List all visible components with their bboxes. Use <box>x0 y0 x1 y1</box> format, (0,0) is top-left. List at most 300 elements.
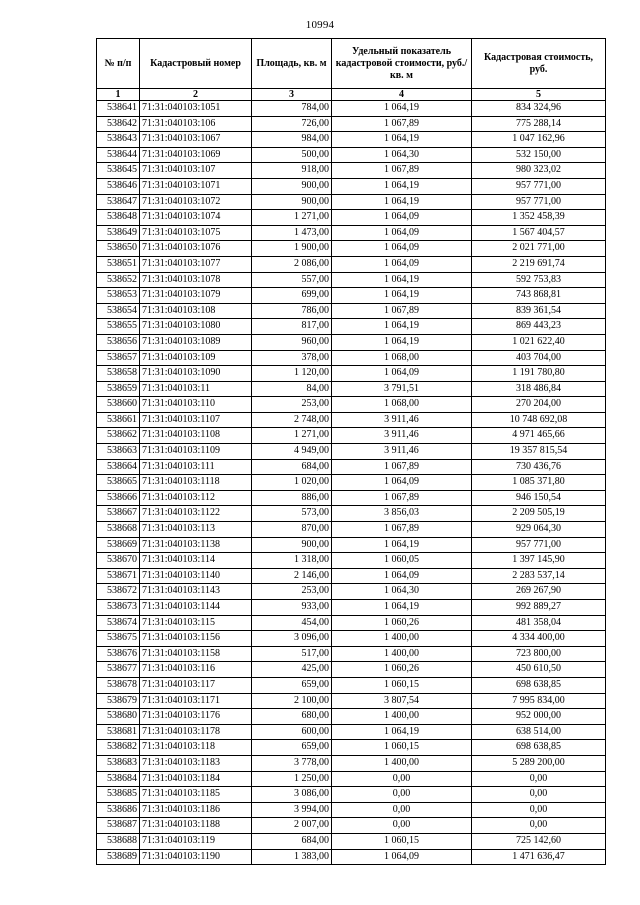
row-number: 538646 <box>97 178 140 194</box>
table-row <box>97 397 606 413</box>
unit-value: 1 067,89 <box>332 163 472 179</box>
unit-value: 1 067,89 <box>332 490 472 506</box>
table-row <box>97 787 606 803</box>
row-number: 538686 <box>97 802 140 818</box>
table-row <box>97 101 606 117</box>
table-row <box>97 381 606 397</box>
row-number: 538672 <box>97 584 140 600</box>
area: 699,00 <box>252 288 332 304</box>
row-number: 538681 <box>97 724 140 740</box>
cadastral-value: 2 219 691,74 <box>472 256 606 272</box>
row-number: 538666 <box>97 490 140 506</box>
area: 84,00 <box>252 381 332 397</box>
cadastral-value: 834 324,96 <box>472 101 606 117</box>
table-row <box>97 178 606 194</box>
table-row <box>97 475 606 491</box>
area: 2 007,00 <box>252 818 332 834</box>
area: 684,00 <box>252 833 332 849</box>
row-number: 538650 <box>97 241 140 257</box>
table-row <box>97 490 606 506</box>
column-number: 5 <box>472 89 606 101</box>
cadastral-value: 0,00 <box>472 802 606 818</box>
unit-value: 3 807,54 <box>332 693 472 709</box>
cadastral-value: 992 889,27 <box>472 600 606 616</box>
unit-value: 1 064,09 <box>332 366 472 382</box>
unit-value: 3 911,46 <box>332 428 472 444</box>
column-number: 3 <box>252 89 332 101</box>
row-number: 538663 <box>97 444 140 460</box>
row-number: 538647 <box>97 194 140 210</box>
cadastral-number: 71:31:040103:1122 <box>140 506 252 522</box>
unit-value: 1 064,19 <box>332 272 472 288</box>
unit-value: 1 060,15 <box>332 740 472 756</box>
table-row <box>97 802 606 818</box>
cadastral-value: 2 021 771,00 <box>472 241 606 257</box>
unit-value: 1 064,19 <box>332 194 472 210</box>
table-row <box>97 615 606 631</box>
area: 684,00 <box>252 459 332 475</box>
area: 3 086,00 <box>252 787 332 803</box>
cadastral-value: 869 443,23 <box>472 319 606 335</box>
unit-value: 0,00 <box>332 802 472 818</box>
cadastral-number: 71:31:040103:1186 <box>140 802 252 818</box>
unit-value: 3 911,46 <box>332 412 472 428</box>
header-number: № п/п <box>97 39 140 89</box>
area: 900,00 <box>252 194 332 210</box>
table-row <box>97 740 606 756</box>
cadastral-number: 71:31:040103:107 <box>140 163 252 179</box>
area: 1 900,00 <box>252 241 332 257</box>
table-row <box>97 444 606 460</box>
row-number: 538654 <box>97 303 140 319</box>
unit-value: 1 064,19 <box>332 178 472 194</box>
cadastral-number: 71:31:040103:106 <box>140 116 252 132</box>
unit-value: 1 067,89 <box>332 303 472 319</box>
table-row <box>97 272 606 288</box>
row-number: 538645 <box>97 163 140 179</box>
row-number: 538683 <box>97 755 140 771</box>
area: 1 271,00 <box>252 210 332 226</box>
row-number: 538655 <box>97 319 140 335</box>
area: 918,00 <box>252 163 332 179</box>
cadastral-number: 71:31:040103:1140 <box>140 568 252 584</box>
cadastral-number: 71:31:040103:1051 <box>140 101 252 117</box>
cadastral-number: 71:31:040103:1107 <box>140 412 252 428</box>
table-row <box>97 849 606 865</box>
cadastral-value: 0,00 <box>472 771 606 787</box>
table-row <box>97 568 606 584</box>
unit-value: 1 060,26 <box>332 662 472 678</box>
header-row <box>97 39 606 89</box>
area: 557,00 <box>252 272 332 288</box>
cadastral-value: 698 638,85 <box>472 677 606 693</box>
table-row <box>97 303 606 319</box>
table-row <box>97 241 606 257</box>
unit-value: 1 400,00 <box>332 709 472 725</box>
header-area: Площадь, кв. м <box>252 39 332 89</box>
unit-value: 1 064,19 <box>332 724 472 740</box>
cadastral-value: 1 397 145,90 <box>472 553 606 569</box>
cadastral-value: 1 191 780,80 <box>472 366 606 382</box>
unit-value: 1 064,09 <box>332 210 472 226</box>
table-row <box>97 584 606 600</box>
row-number: 538682 <box>97 740 140 756</box>
row-number: 538674 <box>97 615 140 631</box>
area: 984,00 <box>252 132 332 148</box>
row-number: 538688 <box>97 833 140 849</box>
row-number: 538671 <box>97 568 140 584</box>
cadastral-value: 2 209 505,19 <box>472 506 606 522</box>
cadastral-value: 723 800,00 <box>472 646 606 662</box>
cadastral-number: 71:31:040103:115 <box>140 615 252 631</box>
row-number: 538687 <box>97 818 140 834</box>
table-row <box>97 600 606 616</box>
unit-value: 1 067,89 <box>332 459 472 475</box>
table-body <box>97 101 606 865</box>
row-number: 538675 <box>97 631 140 647</box>
unit-value: 1 064,09 <box>332 568 472 584</box>
row-number: 538680 <box>97 709 140 725</box>
unit-value: 3 791,51 <box>332 381 472 397</box>
row-number: 538678 <box>97 677 140 693</box>
cadastral-number: 71:31:040103:119 <box>140 833 252 849</box>
cadastral-number: 71:31:040103:1184 <box>140 771 252 787</box>
cadastral-number: 71:31:040103:1089 <box>140 334 252 350</box>
cadastral-value: 5 289 200,00 <box>472 755 606 771</box>
area: 517,00 <box>252 646 332 662</box>
cadastral-number: 71:31:040103:1067 <box>140 132 252 148</box>
area: 1 271,00 <box>252 428 332 444</box>
unit-value: 1 400,00 <box>332 646 472 662</box>
unit-value: 0,00 <box>332 787 472 803</box>
row-number: 538661 <box>97 412 140 428</box>
cadastral-value: 403 704,00 <box>472 350 606 366</box>
cadastral-table <box>96 38 606 865</box>
area: 2 748,00 <box>252 412 332 428</box>
cadastral-number: 71:31:040103:1158 <box>140 646 252 662</box>
area: 2 146,00 <box>252 568 332 584</box>
row-number: 538641 <box>97 101 140 117</box>
unit-value: 1 064,19 <box>332 334 472 350</box>
unit-value: 1 068,00 <box>332 350 472 366</box>
cadastral-number: 71:31:040103:1109 <box>140 444 252 460</box>
cadastral-value: 592 753,83 <box>472 272 606 288</box>
table-row <box>97 147 606 163</box>
cadastral-value: 775 288,14 <box>472 116 606 132</box>
cadastral-number: 71:31:040103:1171 <box>140 693 252 709</box>
cadastral-value: 269 267,90 <box>472 584 606 600</box>
row-number: 538649 <box>97 225 140 241</box>
row-number: 538665 <box>97 475 140 491</box>
unit-value: 1 060,15 <box>332 833 472 849</box>
cadastral-number: 71:31:040103:1188 <box>140 818 252 834</box>
unit-value: 1 060,26 <box>332 615 472 631</box>
unit-value: 1 400,00 <box>332 755 472 771</box>
cadastral-value: 743 868,81 <box>472 288 606 304</box>
cadastral-number: 71:31:040103:113 <box>140 522 252 538</box>
unit-value: 1 060,15 <box>332 677 472 693</box>
cadastral-value: 929 064,30 <box>472 522 606 538</box>
cadastral-value: 318 486,84 <box>472 381 606 397</box>
cadastral-number: 71:31:040103:1090 <box>140 366 252 382</box>
cadastral-number: 71:31:040103:1118 <box>140 475 252 491</box>
unit-value: 1 067,89 <box>332 116 472 132</box>
table-row <box>97 210 606 226</box>
table-row <box>97 428 606 444</box>
cadastral-value: 698 638,85 <box>472 740 606 756</box>
table-row <box>97 677 606 693</box>
cadastral-number: 71:31:040103:1143 <box>140 584 252 600</box>
cadastral-number: 71:31:040103:114 <box>140 553 252 569</box>
table-row <box>97 771 606 787</box>
area: 960,00 <box>252 334 332 350</box>
cadastral-number: 71:31:040103:1156 <box>140 631 252 647</box>
cadastral-value: 1 047 162,96 <box>472 132 606 148</box>
area: 784,00 <box>252 101 332 117</box>
area: 1 383,00 <box>252 849 332 865</box>
cadastral-number: 71:31:040103:112 <box>140 490 252 506</box>
column-number: 4 <box>332 89 472 101</box>
cadastral-number: 71:31:040103:1178 <box>140 724 252 740</box>
cadastral-number: 71:31:040103:1108 <box>140 428 252 444</box>
row-number: 538664 <box>97 459 140 475</box>
area: 1 473,00 <box>252 225 332 241</box>
row-number: 538676 <box>97 646 140 662</box>
unit-value: 0,00 <box>332 771 472 787</box>
unit-value: 1 068,00 <box>332 397 472 413</box>
unit-value: 1 064,09 <box>332 225 472 241</box>
table-row <box>97 709 606 725</box>
area: 726,00 <box>252 116 332 132</box>
cadastral-number: 71:31:040103:1078 <box>140 272 252 288</box>
unit-value: 1 064,30 <box>332 147 472 163</box>
column-number: 1 <box>97 89 140 101</box>
row-number: 538685 <box>97 787 140 803</box>
cadastral-number: 71:31:040103:11 <box>140 381 252 397</box>
table-row <box>97 194 606 210</box>
row-number: 538673 <box>97 600 140 616</box>
row-number: 538660 <box>97 397 140 413</box>
row-number: 538651 <box>97 256 140 272</box>
cadastral-value: 4 334 400,00 <box>472 631 606 647</box>
cadastral-number: 71:31:040103:111 <box>140 459 252 475</box>
table-row <box>97 755 606 771</box>
table-row <box>97 459 606 475</box>
area: 659,00 <box>252 740 332 756</box>
page-number: 10994 <box>305 19 335 31</box>
area: 600,00 <box>252 724 332 740</box>
area: 886,00 <box>252 490 332 506</box>
cadastral-value: 4 971 465,66 <box>472 428 606 444</box>
table-row <box>97 288 606 304</box>
row-number: 538670 <box>97 553 140 569</box>
cadastral-value: 1 021 622,40 <box>472 334 606 350</box>
area: 933,00 <box>252 600 332 616</box>
cadastral-number: 71:31:040103:1071 <box>140 178 252 194</box>
area: 378,00 <box>252 350 332 366</box>
cadastral-number: 71:31:040103:1077 <box>140 256 252 272</box>
cadastral-number: 71:31:040103:1138 <box>140 537 252 553</box>
table-row <box>97 833 606 849</box>
row-number: 538642 <box>97 116 140 132</box>
area: 2 100,00 <box>252 693 332 709</box>
row-number: 538656 <box>97 334 140 350</box>
unit-value: 1 400,00 <box>332 631 472 647</box>
row-number: 538652 <box>97 272 140 288</box>
table-row <box>97 256 606 272</box>
cadastral-number: 71:31:040103:109 <box>140 350 252 366</box>
unit-value: 1 067,89 <box>332 522 472 538</box>
cadastral-value: 0,00 <box>472 787 606 803</box>
cadastral-value: 946 150,54 <box>472 490 606 506</box>
area: 3 994,00 <box>252 802 332 818</box>
area: 900,00 <box>252 537 332 553</box>
cadastral-value: 1 471 636,47 <box>472 849 606 865</box>
cadastral-value: 725 142,60 <box>472 833 606 849</box>
area: 500,00 <box>252 147 332 163</box>
table-row <box>97 818 606 834</box>
cadastral-value: 980 323,02 <box>472 163 606 179</box>
row-number: 538659 <box>97 381 140 397</box>
unit-value: 1 064,30 <box>332 584 472 600</box>
unit-value: 1 064,19 <box>332 288 472 304</box>
unit-value: 1 060,05 <box>332 553 472 569</box>
cadastral-value: 839 361,54 <box>472 303 606 319</box>
area: 4 949,00 <box>252 444 332 460</box>
unit-value: 1 064,09 <box>332 241 472 257</box>
area: 870,00 <box>252 522 332 538</box>
table-row <box>97 163 606 179</box>
cadastral-value: 0,00 <box>472 818 606 834</box>
unit-value: 3 856,03 <box>332 506 472 522</box>
area: 253,00 <box>252 397 332 413</box>
cadastral-number: 71:31:040103:1075 <box>140 225 252 241</box>
unit-value: 1 064,09 <box>332 475 472 491</box>
area: 3 778,00 <box>252 755 332 771</box>
cadastral-number: 71:31:040103:108 <box>140 303 252 319</box>
column-number: 2 <box>140 89 252 101</box>
table-row <box>97 319 606 335</box>
area: 573,00 <box>252 506 332 522</box>
cadastral-number: 71:31:040103:116 <box>140 662 252 678</box>
cadastral-number: 71:31:040103:118 <box>140 740 252 756</box>
cadastral-value: 730 436,76 <box>472 459 606 475</box>
table-row <box>97 522 606 538</box>
unit-value: 1 064,09 <box>332 256 472 272</box>
unit-value: 1 064,19 <box>332 600 472 616</box>
cadastral-number: 71:31:040103:1144 <box>140 600 252 616</box>
row-number: 538644 <box>97 147 140 163</box>
cadastral-number: 71:31:040103:1183 <box>140 755 252 771</box>
table-row <box>97 662 606 678</box>
area: 1 020,00 <box>252 475 332 491</box>
cadastral-number: 71:31:040103:1076 <box>140 241 252 257</box>
row-number: 538668 <box>97 522 140 538</box>
table-row <box>97 724 606 740</box>
row-number: 538658 <box>97 366 140 382</box>
cadastral-value: 957 771,00 <box>472 537 606 553</box>
area: 680,00 <box>252 709 332 725</box>
unit-value: 0,00 <box>332 818 472 834</box>
unit-value: 1 064,19 <box>332 132 472 148</box>
area: 3 096,00 <box>252 631 332 647</box>
row-number: 538648 <box>97 210 140 226</box>
cadastral-number: 71:31:040103:1190 <box>140 849 252 865</box>
cadastral-value: 957 771,00 <box>472 194 606 210</box>
table-row <box>97 132 606 148</box>
header-cadastral-value: Кадастровая стоимость, руб. <box>472 39 606 89</box>
cadastral-number: 71:31:040103:1069 <box>140 147 252 163</box>
area: 454,00 <box>252 615 332 631</box>
area: 1 120,00 <box>252 366 332 382</box>
row-number: 538653 <box>97 288 140 304</box>
cadastral-value: 481 358,04 <box>472 615 606 631</box>
row-number: 538684 <box>97 771 140 787</box>
cadastral-number: 71:31:040103:1079 <box>140 288 252 304</box>
cadastral-number: 71:31:040103:1072 <box>140 194 252 210</box>
cadastral-value: 1 567 404,57 <box>472 225 606 241</box>
column-number-row <box>97 89 606 101</box>
area: 900,00 <box>252 178 332 194</box>
area: 253,00 <box>252 584 332 600</box>
unit-value: 3 911,46 <box>332 444 472 460</box>
unit-value: 1 064,19 <box>332 319 472 335</box>
row-number: 538667 <box>97 506 140 522</box>
row-number: 538669 <box>97 537 140 553</box>
unit-value: 1 064,19 <box>332 537 472 553</box>
cadastral-number: 71:31:040103:1176 <box>140 709 252 725</box>
table-row <box>97 693 606 709</box>
cadastral-value: 1 352 458,39 <box>472 210 606 226</box>
header-cadastral-number: Кадастровый номер <box>140 39 252 89</box>
area: 2 086,00 <box>252 256 332 272</box>
row-number: 538643 <box>97 132 140 148</box>
cadastral-value: 638 514,00 <box>472 724 606 740</box>
cadastral-value: 19 357 815,54 <box>472 444 606 460</box>
area: 659,00 <box>252 677 332 693</box>
table-row <box>97 631 606 647</box>
unit-value: 1 064,19 <box>332 101 472 117</box>
cadastral-number: 71:31:040103:1080 <box>140 319 252 335</box>
table-row <box>97 506 606 522</box>
table-row <box>97 412 606 428</box>
area: 425,00 <box>252 662 332 678</box>
table-row <box>97 350 606 366</box>
table-row <box>97 116 606 132</box>
row-number: 538679 <box>97 693 140 709</box>
table-row <box>97 537 606 553</box>
cadastral-value: 532 150,00 <box>472 147 606 163</box>
cadastral-value: 7 995 834,00 <box>472 693 606 709</box>
table-row <box>97 334 606 350</box>
cadastral-number: 71:31:040103:1185 <box>140 787 252 803</box>
cadastral-number: 71:31:040103:1074 <box>140 210 252 226</box>
cadastral-number: 71:31:040103:110 <box>140 397 252 413</box>
cadastral-value: 952 000,00 <box>472 709 606 725</box>
cadastral-value: 10 748 692,08 <box>472 412 606 428</box>
table-row <box>97 553 606 569</box>
cadastral-value: 2 283 537,14 <box>472 568 606 584</box>
area: 817,00 <box>252 319 332 335</box>
unit-value: 1 064,09 <box>332 849 472 865</box>
area: 1 318,00 <box>252 553 332 569</box>
row-number: 538677 <box>97 662 140 678</box>
row-number: 538689 <box>97 849 140 865</box>
area: 1 250,00 <box>252 771 332 787</box>
row-number: 538662 <box>97 428 140 444</box>
table-row <box>97 225 606 241</box>
row-number: 538657 <box>97 350 140 366</box>
